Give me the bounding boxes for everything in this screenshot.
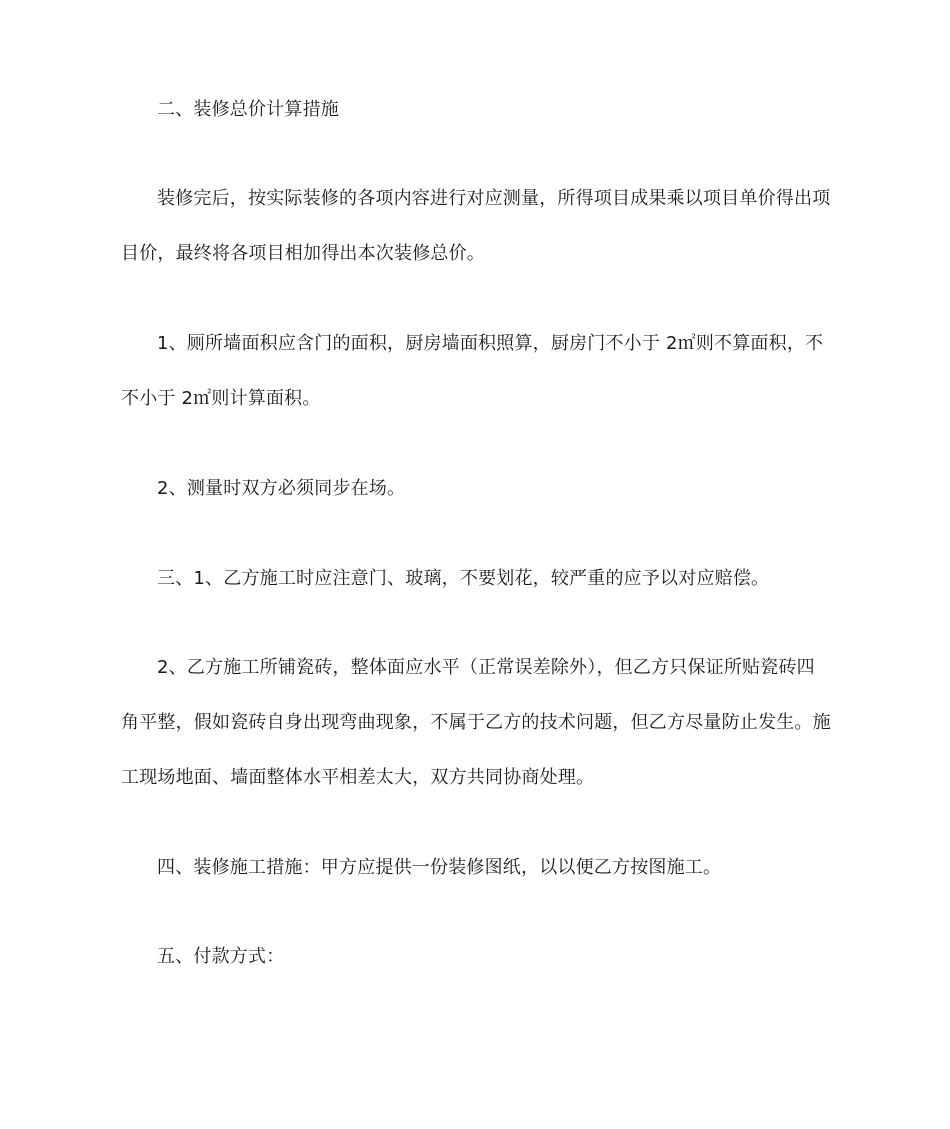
paragraph-line: 2、测量时双方必须同步在场。 (157, 478, 406, 499)
section-heading-4: 四、装修施工措施：甲方应提供一份装修图纸，以以便乙方按图施工。 (157, 857, 722, 878)
paragraph-line: 角平整，假如瓷砖自身出现弯曲现象，不属于乙方的技术问题，但乙方尽量防止发生。施 (121, 712, 831, 733)
paragraph-line: 目价，最终将各项目相加得出本次装修总价。 (121, 243, 485, 264)
paragraph-line: 2、乙方施工所铺瓷砖，整体面应水平（正常误差除外），但乙方只保证所贴瓷砖四 (157, 657, 815, 678)
paragraph-line: 装修完后，按实际装修的各项内容进行对应测量，所得项目成果乘以项目单价得出项 (157, 188, 831, 209)
section-heading-2: 二、装修总价计算措施 (157, 99, 339, 120)
section-heading-3: 三、1、乙方施工时应注意门、玻璃，不要划花，较严重的应予以对应赔偿。 (157, 568, 770, 589)
paragraph-line: 1、厕所墙面积应含门的面积，厨房墙面积照算，厨房门不小于 2㎡则不算面积，不 (157, 333, 824, 354)
paragraph-line: 工现场地面、墙面整体水平相差太大，双方共同协商处理。 (121, 767, 595, 788)
section-heading-5: 五、付款方式： (157, 946, 285, 967)
paragraph-line: 不小于 2㎡则计算面积。 (121, 388, 321, 409)
